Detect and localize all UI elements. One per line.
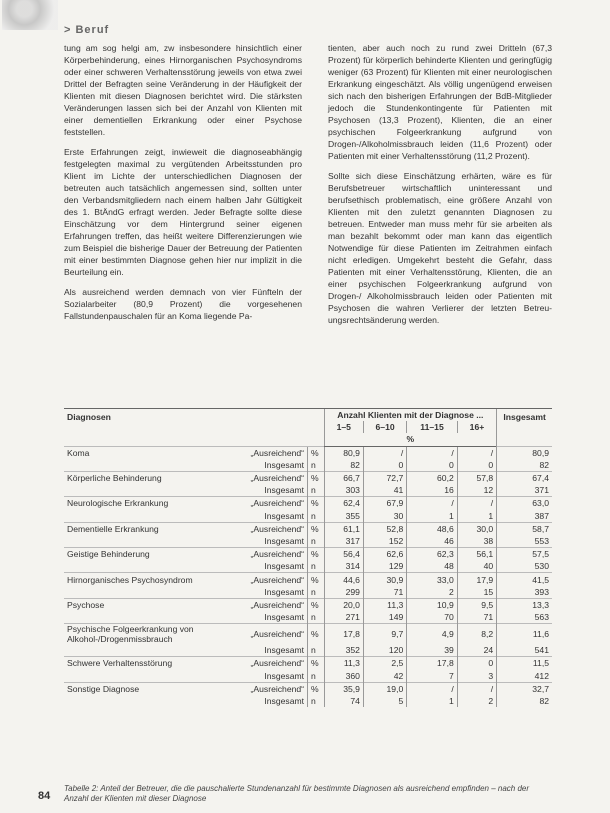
unit-label: n (308, 510, 325, 523)
diagnosis-label: Sonstige Diagnose (64, 682, 240, 695)
diagnosis-label: Neurologische Erkrankung (64, 497, 240, 510)
empty-cell (64, 695, 240, 707)
table-cell: 30,0 (457, 522, 496, 535)
unit-label: % (308, 497, 325, 510)
table-cell: 41,5 (497, 573, 552, 586)
table-cell: 62,3 (407, 548, 458, 561)
row-type-label: „Ausreichend“ (240, 598, 308, 611)
unit-label: n (308, 586, 325, 599)
table-cell: 355 (324, 510, 363, 523)
table-cell: 52,8 (363, 522, 406, 535)
diagnosis-label: Hirnorganisches Psychosyndrom (64, 573, 240, 586)
row-type-label: „Ausreichend“ (240, 682, 308, 695)
table-cell: 40 (457, 560, 496, 573)
table-cell: 17,8 (324, 624, 363, 645)
diagnosis-label: Schwere Verhaltensstörung (64, 657, 240, 670)
empty-cell (64, 644, 240, 657)
unit-label: n (308, 670, 325, 683)
table-cell: 19,0 (363, 682, 406, 695)
empty-cell (64, 535, 240, 548)
table-cell: 58,7 (497, 522, 552, 535)
row-type-label: Insgesamt (264, 485, 305, 496)
table-cell: 44,6 (324, 573, 363, 586)
table-row (64, 611, 552, 624)
bin-header: 11–15 (407, 421, 458, 433)
table-cell: / (407, 497, 458, 510)
unit-label: % (308, 471, 325, 484)
table-cell: 387 (497, 510, 552, 523)
diagnosis-label: Dementielle Erkrankung (64, 522, 240, 535)
table-row (64, 670, 552, 683)
row-type-label: „Ausreichend“ (240, 446, 308, 459)
table-cell: 48,6 (407, 522, 458, 535)
table-cell: 67,4 (497, 471, 552, 484)
row-type-label: „Ausreichend“ (240, 657, 308, 670)
right-paragraph-1: tienten, aber auch noch zu rund zwei Dritteln (67,3 Prozent) für körperlich behinderte Klienten und geringfügig weniger (63 Prozent) für Klienten mit einer neurologischen Erkrankung eingeschätzt. Als völlig ungenügend erweisen sich nach den bisherigen Erfahrungen der BdB-Mitglieder jedoch die Stundenkontingente für Patienten mit Psychosen (13,3 Prozent), Klienten, die an einer psychischen Folgeerkrankung aufgrund von Drogen-/Alkoholmissbrauch leiden (11,6 Prozent) oder Patienten mit einer Verhaltensstörung (11,2 Prozent). (328, 43, 552, 161)
empty-cell (64, 560, 240, 573)
table-cell: 17,9 (457, 573, 496, 586)
header-anzahl: Anzahl Klienten mit der Diagnose ... (324, 409, 497, 422)
table-cell: 11,3 (324, 657, 363, 670)
empty-cell (64, 510, 240, 523)
table-cell: 82 (324, 459, 363, 472)
corner-decoration (2, 0, 58, 30)
table-row (64, 446, 552, 459)
table-cell: 66,7 (324, 471, 363, 484)
table-cell: 12 (457, 484, 496, 497)
table-cell: 57,5 (497, 548, 552, 561)
right-column (328, 42, 552, 334)
table-cell: 30 (363, 510, 406, 523)
table-cell: 11,6 (497, 624, 552, 645)
row-type-label: Insgesamt (264, 645, 305, 656)
table-row (64, 644, 552, 657)
table-cell: / (457, 446, 496, 459)
table-row (64, 586, 552, 599)
table-cell: 56,4 (324, 548, 363, 561)
table-row (64, 682, 552, 695)
table-row (64, 459, 552, 472)
unit-label: n (308, 560, 325, 573)
table-row (64, 573, 552, 586)
diagnosis-label: Psychische Folgeerkrankung von Alkohol-/Drogenmissbrauch (64, 624, 240, 645)
table-cell: 71 (363, 586, 406, 599)
row-type-label: Insgesamt (264, 535, 305, 546)
unit-label: % (308, 522, 325, 535)
table-cell: 371 (497, 484, 552, 497)
table-row (64, 471, 552, 484)
unit-label: % (308, 598, 325, 611)
row-type-label: „Ausreichend“ (240, 573, 308, 586)
table-cell: 80,9 (497, 446, 552, 459)
unit-label: n (308, 644, 325, 657)
table-row (64, 522, 552, 535)
table-row (64, 535, 552, 548)
table-cell: 62,6 (363, 548, 406, 561)
unit-label: n (308, 611, 325, 624)
table-cell: 11,3 (363, 598, 406, 611)
table-cell: 82 (497, 459, 552, 472)
table-cell: 271 (324, 611, 363, 624)
table-cell: 1 (457, 510, 496, 523)
table-row (64, 548, 552, 561)
table-cell: 0 (407, 459, 458, 472)
table-cell: 41 (363, 484, 406, 497)
table-row (64, 695, 552, 707)
unit-label: n (308, 459, 325, 472)
table-cell: 352 (324, 644, 363, 657)
table-cell: 317 (324, 535, 363, 548)
table-cell: 61,1 (324, 522, 363, 535)
table-cell: 3 (457, 670, 496, 683)
unit-label: n (308, 535, 325, 548)
table-cell: 152 (363, 535, 406, 548)
table-cell: 48 (407, 560, 458, 573)
left-paragraph-1: tung am sog helgi am, zw insbesondere hinsichtlich einer Körperbehinderung, eines Hirnorganischen Psychosyndroms oder einer schweren Verhaltensstörung jeweils von etwa zwei Drittel der Befragten seine Veränderung in der Häufigkeit der Klienten mit diesen Diagnosen berichtet wird. Die stärksten Veränderungen lassen sich bei der Anzahl von Klienten mit einer dementiellen Erkrankung oder einer Psychose feststellen. (64, 43, 302, 137)
diagnosis-table (64, 408, 552, 707)
table-row (64, 657, 552, 670)
unit-label: % (308, 573, 325, 586)
table-cell: 120 (363, 644, 406, 657)
table-cell: 9,7 (363, 624, 406, 645)
bin-header: 6–10 (363, 421, 406, 433)
table-cell: 11,5 (497, 657, 552, 670)
table-cell: 7 (407, 670, 458, 683)
table-cell: 32,7 (497, 682, 552, 695)
table-cell: 1 (407, 510, 458, 523)
table-cell: / (457, 497, 496, 510)
unit-label: % (308, 548, 325, 561)
row-type-label: Insgesamt (264, 459, 305, 470)
diagnosis-label: Psychose (64, 598, 240, 611)
table-cell: 2 (407, 586, 458, 599)
unit-label: % (308, 657, 325, 670)
row-type-label: „Ausreichend“ (240, 548, 308, 561)
row-type-label: „Ausreichend“ (240, 624, 308, 645)
table-cell: 314 (324, 560, 363, 573)
table-cell: 553 (497, 535, 552, 548)
table-cell: 541 (497, 644, 552, 657)
row-type-label: „Ausreichend“ (240, 497, 308, 510)
table-cell: 303 (324, 484, 363, 497)
table-cell: 4,9 (407, 624, 458, 645)
empty-cell (64, 459, 240, 472)
page-number: 84 (38, 790, 51, 802)
table-cell: 39 (407, 644, 458, 657)
section-header: > Beruf (64, 24, 110, 36)
table-row (64, 598, 552, 611)
table-cell: 393 (497, 586, 552, 599)
empty-cell (64, 586, 240, 599)
table-cell: 13,3 (497, 598, 552, 611)
table-caption: Tabelle 2: Anteil der Betreuer, die die pauschalierte Stundenanzahl für bestimmte Diagnosen als ausreichend empfinden – nach der Anzahl der Klienten mit dieser Diagnose (64, 784, 530, 803)
table-cell: 30,9 (363, 573, 406, 586)
table-row (64, 560, 552, 573)
table-cell: 82 (497, 695, 552, 707)
table-cell: 46 (407, 535, 458, 548)
table-cell: 72,7 (363, 471, 406, 484)
table-cell: 71 (457, 611, 496, 624)
table-cell: 20,0 (324, 598, 363, 611)
table-cell: 149 (363, 611, 406, 624)
row-type-label: „Ausreichend“ (240, 471, 308, 484)
table-cell: 530 (497, 560, 552, 573)
table-cell: 80,9 (324, 446, 363, 459)
table-row (64, 497, 552, 510)
row-type-label: Insgesamt (264, 696, 305, 707)
diagnosis-label: Körperliche Behinderung (64, 471, 240, 484)
table-cell: 63,0 (497, 497, 552, 510)
table-cell: 38 (457, 535, 496, 548)
percent-unit-header: % (324, 433, 497, 446)
table-cell: 16 (407, 484, 458, 497)
table-cell: 2 (457, 695, 496, 707)
header-insgesamt: Insgesamt (497, 409, 552, 447)
table-cell: 24 (457, 644, 496, 657)
table-cell: 15 (457, 586, 496, 599)
bin-header: 16+ (457, 421, 496, 433)
table-cell: 563 (497, 611, 552, 624)
unit-label: n (308, 695, 325, 707)
right-paragraph-2: Sollte sich diese Einschätzung erhärten, wäre es für Berufsbetreuer wirtschaftlich uninteressant und berufsethisch problematisch, eine größere Anzahl von Klienten mit den zuletzt genannten Diagnosen zu betreuen. Entweder man muss mehr für sie arbeiten als man bezahlt bekommt oder man kann das eigentlich Notwendige für diese Patienten im Zeitrahmen einfach nicht erledigen. Umgekehrt besteht die Gefahr, dass Patienten mit einer Verhaltensstörung, Klienten, die an einer psychischen Folgeerkrankung aufgrund von Drogen-/ Alkoholmissbrauch leiden oder Patienten mit Psychosen die wahren Verlierer der letzten Betreuungsrechtsänderung werden. (328, 171, 552, 325)
table-cell: 0 (457, 657, 496, 670)
table-cell: 60,2 (407, 471, 458, 484)
table-row (64, 624, 552, 645)
unit-label: % (308, 624, 325, 645)
table-cell: 299 (324, 586, 363, 599)
row-type-label: „Ausreichend“ (240, 522, 308, 535)
table-cell: 8,2 (457, 624, 496, 645)
table-cell: 17,8 (407, 657, 458, 670)
table-cell: 10,9 (407, 598, 458, 611)
bin-header: 1–5 (324, 421, 363, 433)
table-cell: 70 (407, 611, 458, 624)
unit-label: n (308, 484, 325, 497)
table-cell: / (363, 446, 406, 459)
table-cell: 2,5 (363, 657, 406, 670)
table-cell: 74 (324, 695, 363, 707)
empty-cell (64, 670, 240, 683)
table-cell: / (407, 682, 458, 695)
left-column (64, 42, 302, 330)
table-cell: 57,8 (457, 471, 496, 484)
table-cell: 67,9 (363, 497, 406, 510)
table-cell: 33,0 (407, 573, 458, 586)
diagnosis-label: Koma (64, 446, 240, 459)
diagnosis-label: Geistige Behinderung (64, 548, 240, 561)
table-cell: 0 (363, 459, 406, 472)
unit-label: % (308, 682, 325, 695)
table-cell: / (457, 682, 496, 695)
table-cell: 9,5 (457, 598, 496, 611)
unit-label: % (308, 446, 325, 459)
table-cell: 412 (497, 670, 552, 683)
table-cell: 35,9 (324, 682, 363, 695)
table-cell: 129 (363, 560, 406, 573)
left-paragraph-3: Als ausreichend werden demnach von vier Fünfteln der Sozialarbeiter (80,9 Prozent) die vorgesehenen Fallstundenpauschalen für an Koma liegende Pa- (64, 287, 302, 321)
row-type-label: Insgesamt (264, 612, 305, 623)
table-cell: 5 (363, 695, 406, 707)
header-diagnose: Diagnosen (64, 409, 324, 447)
table-cell: 1 (407, 695, 458, 707)
table-cell: / (407, 446, 458, 459)
table-cell: 56,1 (457, 548, 496, 561)
row-type-label: Insgesamt (264, 586, 305, 597)
table-cell: 360 (324, 670, 363, 683)
empty-cell (64, 484, 240, 497)
row-type-label: Insgesamt (264, 670, 305, 681)
left-paragraph-2: Erste Erfahrungen zeigt, inwieweit die diagnoseabhängig festgelegten maximal zu vergütenden Arbeitsstunden pro Klient im Lichte der unterschiedlichen Diagnosen der betreuten auch tatsächlich angemessen sind, sollten unter den Verbandsmitgliedern nach einem halben Jahr Gültigkeit des 1. BtÄndG erfragt werden. Jeder Befragte sollte diese Einschätzung vor dem Hintergrund seiner eigenen Erfahrungen treffen, das heißt weitere Differenzierungen wie zum Beispiel die bisherige Dauer der Betreuung der Patienten mit einer bestimmten Diagnose gehen hier nur implizit in die Beurteilung ein. (64, 147, 302, 277)
empty-cell (64, 611, 240, 624)
table-row (64, 510, 552, 523)
table-row (64, 484, 552, 497)
table-cell: 0 (457, 459, 496, 472)
table-cell: 62,4 (324, 497, 363, 510)
table-cell: 42 (363, 670, 406, 683)
row-type-label: Insgesamt (264, 510, 305, 521)
row-type-label: Insgesamt (264, 561, 305, 572)
